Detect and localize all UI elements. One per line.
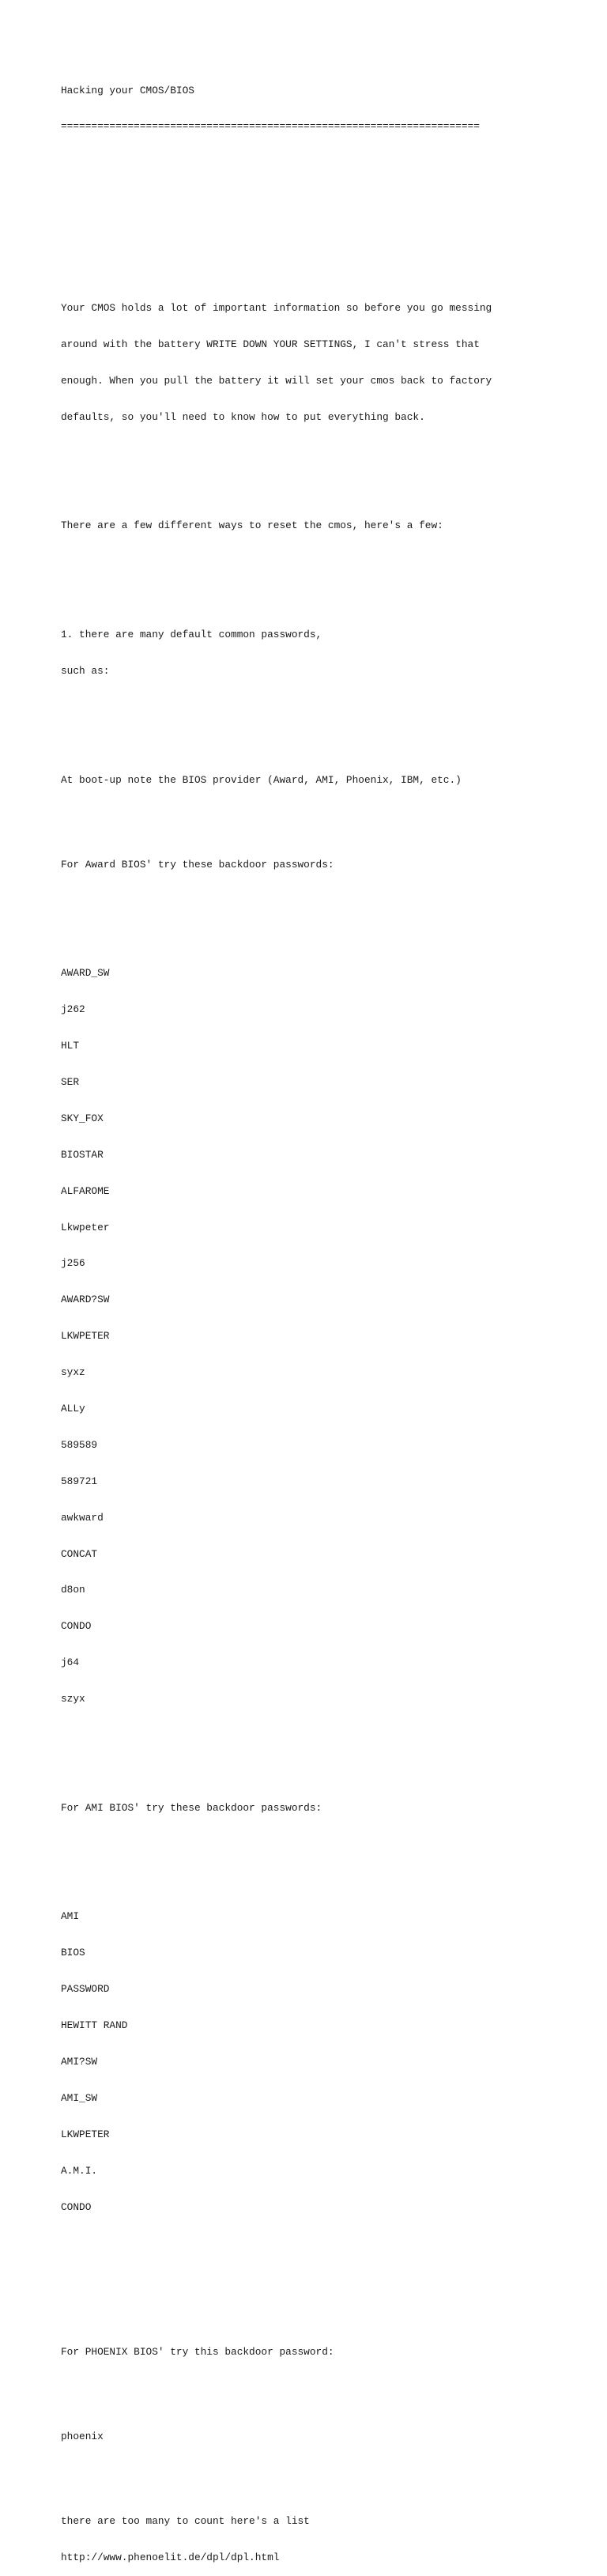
- spacer: [61, 725, 582, 737]
- spacer: [61, 193, 582, 205]
- ami-password: LKWPETER: [61, 2128, 110, 2140]
- intro-line: defaults, so you'll need to know how to put everything back.: [61, 410, 425, 423]
- spacer: [61, 556, 582, 568]
- award-password: BIOSTAR: [61, 1148, 104, 1161]
- spacer: [61, 2261, 582, 2273]
- ami-password: PASSWORD: [61, 1983, 110, 1996]
- item-1-line: such as:: [61, 664, 110, 677]
- phoenix-password: phoenix: [61, 2431, 104, 2443]
- title-underline-rule: =====================================================================: [61, 120, 480, 133]
- award-password: awkward: [61, 1511, 104, 1524]
- award-password: SER: [61, 1075, 80, 1088]
- spacer: [61, 2467, 582, 2479]
- ami-heading: For AMI BIOS' try these backdoor passwords:: [61, 1801, 322, 1814]
- list-note: there are too many to count here's a list: [61, 2515, 310, 2528]
- bootup-note: At boot-up note the BIOS provider (Award, AMI, Phoenix, IBM, etc.): [61, 773, 462, 786]
- reset-intro-text: There are a few different ways to reset the cmos, here's a few:: [61, 519, 443, 532]
- ami-password: A.M.I.: [61, 2164, 98, 2177]
- ami-password: CONDO: [61, 2200, 92, 2213]
- spacer: [61, 1838, 582, 1850]
- award-password: 589721: [61, 1475, 98, 1487]
- award-password: ALFAROME: [61, 1184, 110, 1197]
- spacer: [61, 810, 582, 822]
- award-password: j64: [61, 1656, 80, 1669]
- ami-password: HEWITT RAND: [61, 2019, 128, 2032]
- award-password: CONCAT: [61, 1547, 98, 1560]
- ami-password: AMI?SW: [61, 2055, 98, 2068]
- item-1: [61, 604, 582, 701]
- award-password: AWARD_SW: [61, 967, 110, 980]
- award-password: 589589: [61, 1438, 98, 1451]
- award-password: ALLy: [61, 1402, 85, 1415]
- award-password: HLT: [61, 1040, 80, 1052]
- ami-password-list: [61, 1887, 582, 2238]
- intro-paragraph: [61, 278, 582, 447]
- spacer: [61, 1754, 582, 1766]
- award-password: j256: [61, 1257, 85, 1270]
- spacer: [61, 2298, 582, 2310]
- ami-password: BIOS: [61, 1947, 85, 1959]
- document-page: [61, 60, 582, 2576]
- award-password: Lkwpeter: [61, 1221, 110, 1233]
- spacer: [61, 2382, 582, 2394]
- ami-password: AMI_SW: [61, 2091, 98, 2104]
- intro-line: around with the battery WRITE DOWN YOUR SETTINGS, I can't stress that: [61, 338, 480, 350]
- spacer: [61, 229, 582, 241]
- award-heading: For Award BIOS' try these backdoor passwords:: [61, 858, 334, 871]
- item-1-line: 1. there are many default common passwords,: [61, 628, 322, 640]
- award-password-list: [61, 943, 582, 1729]
- document-title: Hacking your CMOS/BIOS: [61, 84, 194, 96]
- award-password: SKY_FOX: [61, 1112, 104, 1124]
- intro-line: enough. When you pull the battery it will set your cmos back to factory: [61, 374, 492, 387]
- password-list-link[interactable]: http://www.phenoelit.de/dpl/dpl.html: [61, 2551, 280, 2564]
- award-password: AWARD?SW: [61, 1294, 110, 1306]
- phoenix-heading: For PHOENIX BIOS' try this backdoor password:: [61, 2346, 334, 2359]
- intro-line: Your CMOS holds a lot of important information so before you go messing: [61, 301, 492, 314]
- award-password: LKWPETER: [61, 1330, 110, 1343]
- spacer: [61, 157, 582, 168]
- spacer: [61, 471, 582, 483]
- award-password: d8on: [61, 1584, 85, 1596]
- award-password: j262: [61, 1003, 85, 1016]
- spacer: [61, 894, 582, 906]
- award-password: CONDO: [61, 1620, 92, 1633]
- award-password: syxz: [61, 1366, 85, 1379]
- award-password: szyx: [61, 1693, 85, 1705]
- ami-password: AMI: [61, 1910, 80, 1923]
